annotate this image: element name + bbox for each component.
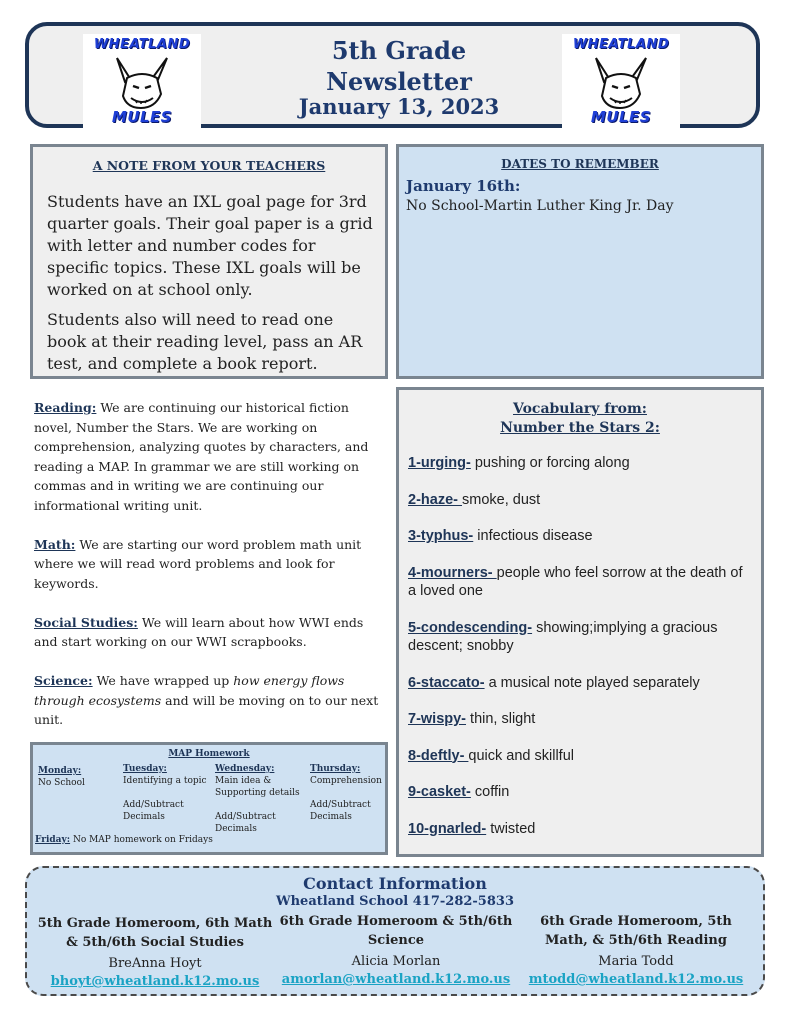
science-text-after: and will be moving on to our next unit. <box>34 692 379 727</box>
social-studies-label: Social Studies: <box>34 614 138 630</box>
subject-updates <box>34 398 382 749</box>
vocab-term: 7-wispy- <box>408 711 467 727</box>
teacher-email-link[interactable]: mtodd@wheatland.k12.mo.us <box>528 972 744 987</box>
vocab-item <box>408 674 753 693</box>
date-event: No School-Martin Luther King Jr. Day <box>406 198 674 214</box>
map-friday-label: Friday: <box>35 835 71 845</box>
math-text: We are starting our word problem math unit where we will read word problems and look for keywords. <box>34 536 362 591</box>
map-day-line: Decimals <box>123 812 165 822</box>
vocab-definition: pushing or forcing along <box>470 455 630 471</box>
vocab-item <box>408 619 753 656</box>
map-day-line: Main idea & <box>215 776 272 786</box>
vocab-term: 9-casket- <box>408 784 471 800</box>
vocab-item <box>408 564 753 601</box>
vocab-item <box>408 491 753 510</box>
vocabulary-title-line1: Vocabulary from: <box>513 401 647 417</box>
map-day-line: Decimals <box>310 812 352 822</box>
teacher-contact-morlan <box>279 912 513 989</box>
teacher-note-paragraph: Students have an IXL goal page for 3rd quarter goals. Their goal paper is a grid with letter and number codes for specific topics. These IXL goals will be worked on at school only. <box>47 192 373 299</box>
dates-panel <box>396 144 764 379</box>
map-day-line: Comprehension <box>310 776 382 786</box>
science-label: Science: <box>34 673 93 688</box>
teacher-role: 6th Grade Homeroom & 5th/6th Science <box>279 914 513 948</box>
vocab-term: 1-urging- <box>408 455 471 471</box>
dates-title: DATES TO REMEMBER <box>501 157 659 171</box>
teacher-email-link[interactable]: amorlan@wheatland.k12.mo.us <box>281 972 511 987</box>
contact-panel <box>25 866 765 996</box>
math-update <box>34 535 382 594</box>
reading-text: We are continuing our historical fiction novel, Number the Stars. We are working on comprehension, analyzing quotes by characters, and reading a MAP. In grammar we are still working on commas and in writing we are continuing our informational writing unit. <box>34 400 369 513</box>
map-day-line: Supporting details <box>215 788 300 798</box>
science-update <box>34 671 382 730</box>
vocab-definition: quick and skillful <box>468 747 574 764</box>
map-day-label: Monday: <box>38 766 82 776</box>
math-label: Math: <box>34 536 76 552</box>
teacher-note-body <box>47 191 377 383</box>
mules-logo-right <box>562 34 680 128</box>
map-friday-text: No MAP homework on Fridays <box>70 835 213 845</box>
map-day-label: Thursday: <box>310 764 361 774</box>
map-day-line: Decimals <box>215 824 257 834</box>
vocab-definition: thin, slight <box>466 711 536 727</box>
map-day-label: Tuesday: <box>123 764 167 774</box>
logo-top-text: WHEATLAND <box>572 37 670 52</box>
map-day-thursday <box>310 763 386 823</box>
mules-logo-left <box>83 34 201 128</box>
date-label: January 16th: <box>406 177 521 195</box>
vocabulary-list <box>408 454 753 856</box>
map-day-monday <box>38 765 85 789</box>
reading-update <box>34 398 382 515</box>
teacher-note-title: A NOTE FROM YOUR TEACHERS <box>92 158 326 173</box>
newsletter-header <box>25 22 760 128</box>
vocab-term: 8-deftly- <box>408 747 469 764</box>
teacher-role: 5th Grade Homeroom, 6th Math & 5th/6th Social Studies <box>37 916 273 950</box>
vocab-term: 10-gnarled- <box>408 820 487 837</box>
social-studies-update <box>34 613 382 652</box>
science-text-italic: how energy flows through ecosystems <box>34 673 345 708</box>
vocab-item <box>408 747 753 766</box>
map-day-line: Add/Subtract <box>215 812 276 822</box>
vocab-item <box>408 783 753 802</box>
vocab-term: 4-mourners- <box>408 564 497 581</box>
vocab-definition: coffin <box>470 784 510 800</box>
map-homework-title: MAP Homework <box>168 749 250 759</box>
teacher-name: Maria Todd <box>598 954 674 969</box>
map-day-label: Wednesday: <box>215 764 275 774</box>
vocab-item <box>408 527 753 546</box>
map-day-line: Add/Subtract <box>310 800 371 810</box>
newsletter-date: January 13, 2023 <box>298 94 500 119</box>
map-homework-panel <box>30 742 388 855</box>
map-day-tuesday <box>123 763 215 823</box>
teacher-contact-hoyt <box>35 914 275 991</box>
vocab-term: 6-staccato- <box>408 674 485 691</box>
contact-title: Contact Information <box>303 874 487 893</box>
vocab-item <box>408 820 753 839</box>
map-day-line: Add/Subtract <box>123 800 184 810</box>
teacher-name: BreAnna Hoyt <box>108 956 202 971</box>
science-text-before: We have wrapped up <box>92 673 234 688</box>
vocab-term: 5-condescending- <box>408 619 533 636</box>
logo-bottom-text: MULES <box>590 108 652 126</box>
teacher-email-link[interactable]: bhoyt@wheatland.k12.mo.us <box>50 974 260 989</box>
vocab-item <box>408 710 753 729</box>
social-studies-text: We will learn about how WWI ends and start working on our WWI scrapbooks. <box>34 614 364 649</box>
vocab-term: 2-haze- <box>408 491 462 508</box>
school-phone: Wheatland School 417-282-5833 <box>276 894 514 909</box>
vocabulary-panel <box>396 387 764 857</box>
teacher-note-paragraph: Students also will need to read one book at their reading level, pass an AR test, and complete a book report. <box>47 310 363 373</box>
vocab-definition: a musical note played separately <box>484 674 700 691</box>
newsletter-title-line1: 5th Grade <box>331 36 467 65</box>
map-day-line: No School <box>38 778 85 788</box>
logo-top-text: WHEATLAND <box>93 37 191 52</box>
vocab-definition: twisted <box>486 820 536 837</box>
teacher-role: 6th Grade Homeroom, 5th Math, & 5th/6th Reading <box>540 914 732 948</box>
mule-head-icon <box>576 52 666 112</box>
logo-bottom-text: MULES <box>111 108 173 126</box>
map-friday-note <box>35 835 213 845</box>
vocab-item <box>408 454 753 473</box>
teacher-name: Alicia Morlan <box>351 954 441 969</box>
vocab-definition: infectious disease <box>473 528 593 544</box>
newsletter-title-line2: Newsletter <box>326 67 472 96</box>
reading-label: Reading: <box>34 400 97 415</box>
vocabulary-title-line2: Number the Stars 2: <box>500 420 660 436</box>
vocab-definition: smoke, dust <box>462 491 541 508</box>
mule-head-icon <box>97 52 187 112</box>
map-day-line: Identifying a topic <box>123 776 207 786</box>
vocab-definition: showing;implying a gracious descent; snobby <box>408 619 718 654</box>
vocab-term: 3-typhus- <box>408 528 474 544</box>
vocab-definition: people who feel sorrow at the death of a loved one <box>408 564 743 599</box>
teacher-note-panel <box>30 144 388 379</box>
teacher-contact-todd <box>519 912 753 989</box>
map-day-wednesday <box>215 763 307 835</box>
